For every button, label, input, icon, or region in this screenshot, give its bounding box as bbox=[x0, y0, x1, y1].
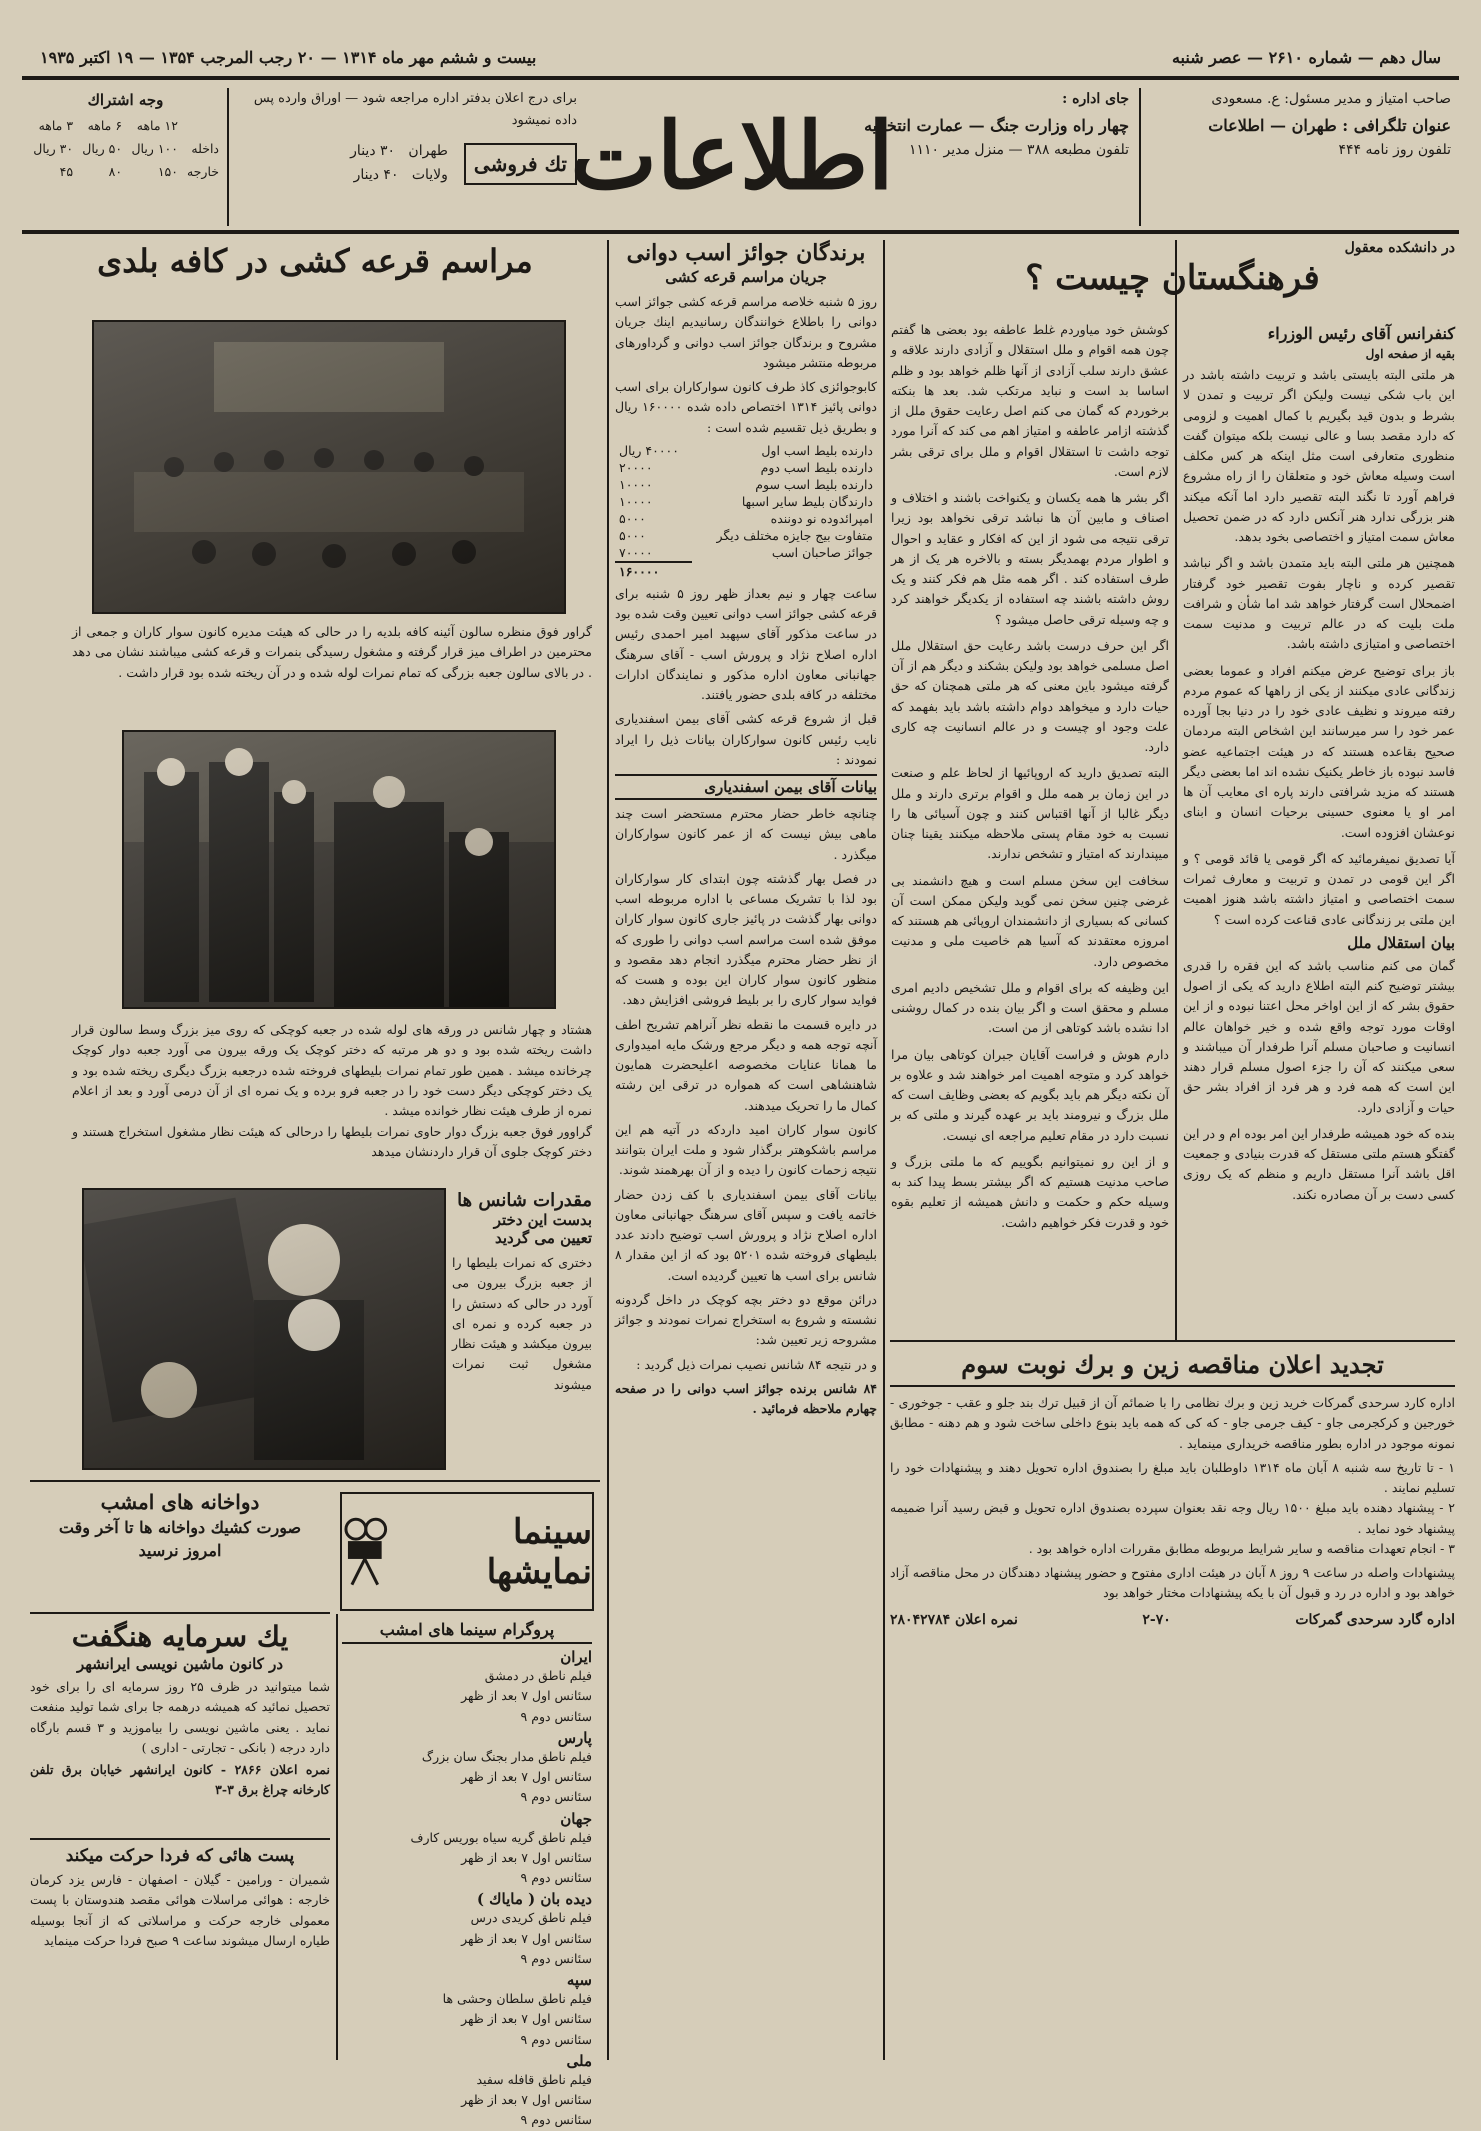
paragraph: باز برای توضیح عرض میکنم افراد و عموما بعضی زندگانی عادی میکنند از یکی از راهها که عموم مردم رفته میروند و نظیف عادی خود را در دنیا بجا آورده عمر خود را سر میرسانند این اشخاص البته مردمان صحیح بقاعده هستند که در هیئت اجتماعیه عضو فاسد نبوده باز خاطر یکنیک نشده اند اما بعضی دیگر هستند که مزید شرافتی دارند پاره ای معایب آن ها امر او یا معنوی حسینی برحیات انسان و ابنای نوعشان افزوده است. bbox=[1183, 662, 1455, 840]
tender-item: ۲ - پیشنهاد دهنده باید مبلغ ۱۵۰۰ ریال وجه نقد بعنوان سپرده بصندوق اداره تحویل و قبض رسید آنرا ضمیمه پیشنهاد خود نماید . bbox=[890, 1500, 1455, 1536]
sidebar-chances bbox=[452, 1190, 592, 1395]
prize-label: امپرائدوده نو دوننده bbox=[770, 510, 873, 526]
cinema-film: فیلم ناطق قافله سفید bbox=[476, 2071, 592, 2087]
masthead-rule bbox=[22, 230, 1459, 234]
office-label: جای اداره : bbox=[1062, 91, 1129, 107]
subheading: بیان استقلال ملل bbox=[1347, 933, 1455, 952]
paragraph: سخافت این سخن مسلم است و هیچ دانشمند بی غرضی چنین سخن نمی گوید ولیکن ممکن است آن کسانی که بسیاری از دانشمندان اروپائی هم هستند که امروزه معتقدند که آسیا هم خاصیت ملی و مدنیت مخصوص دارد. bbox=[891, 872, 1169, 969]
sub-cell: ۴۵ bbox=[59, 164, 74, 179]
prize-amount: ۵۰۰۰ bbox=[619, 510, 646, 526]
photo-ceremony-hall bbox=[92, 320, 566, 614]
post-body: شمیران - ورامین - گیلان - اصفهان - فارس یزد کرمان خارجه : هوائی مراسلات هوائی مقصد هندوستان با پست معمولی خارجه حرکت و مراسلاتی که از آنجا بوسیله طیاره ارسال میشوند ساعت ۹ صبح فردا حرکت مینماید bbox=[30, 1872, 330, 1948]
paragraph: در دایره قسمت ما نقطه نظر آنراهم تشریح اطف آنچه توجه همه و دیگر مرجع ورشک مایه امیدواری ما همانا عنایات مخصوصه اعلیحضرت همایون شاهنشاهی است که همواره در ترقی این رشته کمال ما را تحریک میدهند. bbox=[615, 1016, 877, 1113]
office-address: چهار راه وزارت جنگ — عمارت انتخابیه bbox=[864, 115, 1129, 135]
prize-label: دارنده بلیط اسب دوم bbox=[760, 459, 873, 475]
article-headline: مراسم قرعه کشی در کافه بلدی bbox=[97, 242, 533, 280]
newspaper-page bbox=[22, 30, 1459, 2128]
pharmacy-title: دواخانه های امشب bbox=[100, 1490, 260, 1514]
tender-body: پیشنهادات واصله در ساعت ۹ روز ۸ آبان در هیئت اداری مفتوح و حضور پیشنهاد دهندگان در محل مناقصه آزاد خواهد بود و اداره در رد و قبول آن با یکه پیشنهادات مختار خواهد بود bbox=[890, 1565, 1455, 1601]
cinema-session: سئانس اول ۷ بعد از ظهر bbox=[461, 2092, 592, 2107]
col-divider bbox=[607, 240, 609, 2060]
tender-item: ۳ - انجام تعهدات مناقصه و سایر شرایط مربوطه مطابق مقررات اداره خواهد بود . bbox=[1028, 1540, 1455, 1556]
prize-row bbox=[615, 442, 877, 459]
publisher-line: صاحب امتیاز و مدیر مسئول: ع. مسعودی bbox=[1211, 91, 1451, 107]
article-column-midright bbox=[891, 320, 1169, 1233]
paragraph: هر ملتی البته بایستی باشد و تربیت داشته باشد در این باب شکی نیست ولیکن اگر تربیت و تمدن لا بشرط و بدون قید بگیریم با کمال اهمیت و لزومی که دارد مقصد بسا و عالی نیست بلکه میتوان گفت منظوری متعارفی است مثل اینکه هر کس مکلف است وسیله معاش خود و متعلقان را از راه مشروع فراهم آورد تا نگند البته تقصیر دارد اما آنکه میکند هنر بزرگی ندارد هنر آنکس دارد که در ضمن تحصیل معاش سمت امتیاز و اختصاصی بخود بدهد. bbox=[1183, 367, 1455, 544]
tender-headline: تجدید اعلان مناقصه زین و برك نوبت سوم bbox=[961, 1350, 1384, 1379]
top-rule bbox=[22, 76, 1459, 80]
paragraph: در فصل بهار گذشته چون ابتدای کار سوارکاران بود لذا با تشریک مساعی با اداره مربوطه اسب دوانی بهار گذشت در پائیز جاری کانون سوار کاران موفق شده است مراسم اسب دوانی را طوری که از نظر حضار محترم میگذرد انجام دهد مقصود و منظور کانون سوار کاران این بوده و هست که فواید سوار کاری را بر بلیط فروشی افزایش دهد. bbox=[615, 870, 877, 1008]
prize-total-row bbox=[615, 562, 877, 580]
masthead bbox=[22, 82, 1459, 232]
paragraph: بیانات آقای بیمن اسفندیاری با کف زدن حضار خاتمه یافت و سپس آقای سرهنگ جهانبانی معاون اداره اصلاح نژاد و پرورش اسب توضیح دادند عدد بلیطهای فروخته شده ۵۲۰۱ بود که از این مقدار ۸ شانس برای اسب ها تعیین گردیده است. bbox=[615, 1186, 877, 1283]
cinema-logo-box bbox=[340, 1492, 594, 1611]
article-headline: فرهنگستان چیست ؟ bbox=[1025, 258, 1320, 298]
col-divider bbox=[1175, 240, 1177, 1340]
paragraph: همچنین هر ملتی البته باید متمدن باشد و اگر نباشد تقصیر کرده و ناچار بفوت تقصیر خود گرفتار اضمحلال است گرفتار خواهد شد اما شأن و شرافت ملت بلیت که در عالم تربیت و مدنیت سمت اختصاصی و امتیازی داشته باشد. bbox=[1183, 555, 1455, 652]
prize-row bbox=[615, 459, 877, 476]
prize-amount: ۵۰۰۰ bbox=[619, 527, 646, 543]
cinema-item bbox=[342, 1648, 592, 1727]
col-divider bbox=[336, 1614, 338, 2060]
sub-cell: ۱۰۰ ریال bbox=[131, 140, 178, 156]
cinema-name: پارس bbox=[557, 1728, 592, 1747]
newspaper-logo: اطلاعات bbox=[570, 102, 894, 210]
publisher-box bbox=[1151, 88, 1451, 226]
subheading: کنفرانس آقای رئیس الوزراء bbox=[1267, 324, 1455, 343]
cinema-item bbox=[342, 1890, 592, 1969]
cinema-film: فیلم ناطق مدار بجنگ سان بزرگ bbox=[421, 1748, 592, 1764]
sub-row-label: خارجه bbox=[186, 164, 219, 179]
photo-draw-table-art bbox=[124, 732, 554, 1007]
paragraph: بنده که خود همیشه طرفدار این امر بوده ام و در این گفتگو هستم ملتی مستقل که قدرت بنیادی و جمعیت اقل باشد آنرا مستقل داریم و منظم که یک روزی کسی دست بر آن مصادره نکند. bbox=[1183, 1125, 1455, 1202]
cinema-name: سپه bbox=[566, 1971, 592, 1989]
cinema-item bbox=[342, 1971, 592, 2050]
sub-header: ۱۲ ماهه bbox=[136, 117, 178, 133]
cinema-session: سئانس دوم ۹ bbox=[520, 1950, 592, 1966]
cinema-session: سئانس دوم ۹ bbox=[520, 1789, 592, 1805]
cinema-film: فیلم ناطق گریه سیاه بوریس کارف bbox=[410, 1829, 592, 1845]
prize-amount: ۱۰۰۰۰ bbox=[619, 476, 653, 492]
ad-note: برای درج اعلان بدفتر اداره مراجعه شود — اوراق وارده پس داده نمیشود bbox=[253, 91, 577, 129]
sale-price: ۴۰ دینار bbox=[353, 166, 399, 183]
article-horse-racing bbox=[615, 240, 877, 1419]
sub-row-label: داخله bbox=[191, 140, 219, 156]
sub-cell: ۵۰ ریال bbox=[82, 140, 123, 156]
cinema-session: سئانس دوم ۹ bbox=[520, 1870, 592, 1885]
prize-label: دارنده بلیط اسب اول bbox=[761, 442, 873, 458]
paragraph: و در نتیجه ۸۴ شانس نصیب نمرات ذیل گردید : bbox=[636, 1356, 877, 1372]
cinema-program-title: پروگرام سینما های امشب bbox=[342, 1620, 592, 1644]
prize-label: دارنده بلیط اسب سوم bbox=[755, 476, 873, 492]
cinema-name: دیده بان ( ماياك ) bbox=[476, 1890, 592, 1909]
photo-ceremony-hall-art bbox=[94, 322, 564, 612]
dateline bbox=[22, 40, 1459, 74]
subscription-table bbox=[28, 114, 223, 184]
photo-caption: هشتاد و چهار شانس در ورقه های لوله شده در جعبه کوچکی که روی میز بزرگ وسط سالون قرار داشت ریخته شده بود و دو هر مرتبه که دختر کوچک یک ورقه بیرون می آورد جعبه دوار کوچک چرخانده میشد . همین طور تمام نمرات بلیطهای فروخته شده درجعبه بزرگ دیگری ریخته شده بود و یک دختر کوچکی دیگر دست خود را در جعبه فرو برده و یک نمره ای از آن درمی آورد و بعد از اعلام نمره از طرف هیئت نظار خوانده میشد . bbox=[72, 1022, 592, 1118]
cinema-session: سئانس دوم ۹ bbox=[520, 1708, 592, 1724]
article-headline: برندگان جوائز اسب دوانی bbox=[626, 240, 866, 266]
prize-table bbox=[615, 442, 877, 580]
prize-row bbox=[615, 510, 877, 527]
sale-price: ۳۰ دینار bbox=[350, 143, 396, 160]
sidebar-subtitle: بدست این دختر bbox=[493, 1211, 592, 1229]
office-box bbox=[859, 88, 1129, 226]
divider bbox=[1139, 88, 1141, 226]
prize-row bbox=[615, 493, 877, 510]
paragraph: کانون سوار کاران امید داردکه در آتیه هم این مراسم باشکوهتر برگذار شود و ملت ایران بتوانند نتیجه زحمات کانون را دیده و از آن بهرهمند شوند. bbox=[615, 1121, 877, 1178]
sub-cell: ۱۵۰ bbox=[157, 164, 178, 179]
sidebar-title: مقدرات شانس ها bbox=[457, 1190, 592, 1211]
cinema-session: سئانس دوم ۹ bbox=[520, 2031, 592, 2047]
cinema-name: جهان bbox=[560, 1809, 592, 1828]
prize-label: دارندگان بلیط سایر اسبها bbox=[741, 493, 873, 509]
sub-header: ۳ ماهه bbox=[38, 117, 74, 133]
fortune-ad bbox=[30, 1620, 330, 1801]
article-column-right bbox=[1183, 320, 1455, 1205]
cinema-program bbox=[342, 1620, 592, 2131]
prize-amount: ۷۰۰۰۰ bbox=[619, 544, 653, 560]
tender-ad bbox=[890, 1350, 1455, 1628]
prize-row bbox=[615, 527, 877, 544]
paragraph: کوشش خود میاوردم غلط عاطفه بود بعضی ها گفتم چون همه اقوام و ملل استقلال و آزادی دارند علاقه و عشق دارند سلب آزادی از آنها ظلم خواهد بود و ظلم اساسا بد است و نباید مرتکب شد. بعد ها بنکته برخوردم که گمان می کنم اصل رعایت حقوق ملل از گذشته ازامر عاطفه و امتیاز اهم می کند که آنرا مورد توجه داشت تا استقلال اقوام و ملل برای ترقی بشر لازم است. bbox=[891, 322, 1169, 479]
sale-place: طهران bbox=[408, 143, 448, 160]
cinema-item bbox=[342, 1810, 592, 1889]
pharmacy-line: صورت کشیك دواخانه ها تا آخر وقت bbox=[58, 1518, 302, 1537]
prize-row bbox=[615, 544, 877, 562]
pharmacy-line: امروز نرسید bbox=[138, 1541, 222, 1560]
film-camera-icon bbox=[342, 1517, 388, 1587]
prize-label: جوائز صاحبان اسب bbox=[771, 545, 873, 561]
article-farhangestan bbox=[890, 240, 1455, 304]
subscription-box bbox=[28, 88, 223, 226]
prize-amount: ۴۰۰۰۰ ریال bbox=[619, 442, 679, 458]
paragraph: اگر بشر ها همه یکسان و یکنواخت باشند و اختلاف و اصناف و مابین آن ها نباشد ترقی نخواهد بود زیرا ترقی نتیجه می شود از این که افکار و عقاید و احوال و اطوار مردم بهمدیگر بسته و بالاخره هر یک از هر طرف استفاده کند . اگر همه مثل هم فکر کنند و یک روش داشته باشند چه استفاده از یکدیگر خواهند کرد و چه وسیله ترقی حاصل میشود ؟ bbox=[891, 490, 1169, 627]
cinema-session: سئانس اول ۷ بعد از ظهر bbox=[461, 2011, 592, 2027]
paragraph: آیا تصدیق نمیفرمائید که اگر قومی یا قائد قومی ؟ و اگر این قومی در تمدن و تربیت و معارف ثمرات سمت اختصاصی و امتیاز داشته باشد هنوز اهمیت این ملتی بر زندگانی عادی قناعت کرده است ؟ bbox=[1183, 850, 1455, 927]
tender-rule bbox=[890, 1385, 1455, 1387]
article-kicker: در دانشکده معقول bbox=[1344, 240, 1455, 256]
prize-amount: ۱۰۰۰۰ bbox=[619, 493, 653, 509]
phone-line: تلفون روز نامه ۴۴۴ bbox=[1338, 141, 1451, 158]
paragraph: کابوجوائزی کاذ طرف کانون سوارکاران برای اسب دوانی پائیز ۱۳۱۴ اختصاص داده شده ۱۶۰۰۰۰ ریال و بطریق ذیل تقسیم شده است : bbox=[615, 379, 877, 435]
prize-row bbox=[615, 476, 877, 493]
subscription-title: وجه اشتراك bbox=[87, 91, 164, 109]
paragraph: چنانچه خاطر حضار محترم مستحضر است چند ماهی بیش نیست که از عمر کانون سوارکاران میگذرد . bbox=[615, 806, 877, 862]
continued-note: بقیه از صفحه اول bbox=[1365, 347, 1455, 361]
paragraph: قبل از شروع قرعه کشی آقای بیمن اسفندیاری نایب رئیس کانون سوارکاران بیانات ذیل را ایراد نمودند : bbox=[615, 711, 877, 767]
sale-place: ولایات bbox=[411, 166, 448, 183]
section-rule bbox=[890, 1340, 1455, 1342]
cinema-logo-text: سینما نمایشها bbox=[486, 1511, 592, 1592]
sidebar-body: دختری که نمرات بلیطها را از جعبه بزرگ بیرون می آورد در حالی که دستش را در جعبه کرده و نمره ای بیرون میکشد و هیئت نظار مشغول ثبت نمرات میشوند bbox=[452, 1255, 592, 1392]
tender-ad-number: نمره اعلان ۲۸۰۴۲۷۸۴ bbox=[890, 1611, 1018, 1628]
col-divider bbox=[883, 240, 885, 2060]
photo-caption: گراوور فوق جعبه بزرگ دوار حاوی نمرات بلیطها را درحالی که هیئت نظار مشغول استخراج هستند و دختر کوچک جلوی آن قرار داردنشان میدهد bbox=[72, 1124, 592, 1160]
cinema-name: ملی bbox=[566, 2051, 592, 2070]
tender-code: ۲-۷۰ bbox=[1142, 1611, 1171, 1628]
photo-girl-draw-art bbox=[84, 1190, 444, 1468]
divider bbox=[227, 88, 229, 226]
cinema-film: فیلم ناطق در دمشق bbox=[484, 1668, 592, 1683]
cinema-session: سئانس اول ۷ بعد از ظهر bbox=[461, 1688, 592, 1704]
cinema-session: سئانس اول ۷ بعد از ظهر bbox=[461, 1930, 592, 1946]
paragraph: روز ۵ شنبه خلاصه مراسم قرعه کشی جوائز اسب دوانی را باطلاع خوانندگان رسانیدیم اینك جریان مشروح و برندگان جوائز اسب دوانی و گرداورهای مربوطه منتشر میشود bbox=[615, 294, 877, 370]
article-lottery bbox=[30, 242, 600, 280]
subheading: جریان مراسم قرعه کشی bbox=[665, 268, 827, 286]
photo-draw-table bbox=[122, 730, 556, 1009]
prize-amount: ۲۰۰۰۰ bbox=[619, 459, 653, 475]
photo-caption: گراور فوق منظره سالون آئینه کافه بلدیه را در حالی که هیئت مدیره کانون سوار کاران و جمعی از محترمین در اطراف میز قرار گرفته و مشغول رسیدگی بنمرات و قرعه کشی میباشند نشان می دهد . در بالای سالون جعبه بزرگی که تمام نمرات لوله شده و در آن ریخته شده بود قرار داشت . bbox=[72, 624, 592, 680]
paragraph: ۸۴ شانس برنده جوائز اسب دوانی را در صفحه چهارم ملاحظه فرمائید . bbox=[615, 1380, 877, 1416]
telegraph-line: عنوان تلگرافی : طهران — اطلاعات bbox=[1208, 115, 1451, 135]
section-rule bbox=[30, 1838, 330, 1840]
paragraph: درائن موقع دو دختر بچه کوچک در داخل گردونه نشسته و شروع به استخراج نمرات نمودند و جوائز مشروحه زیر تعیین شد: bbox=[615, 1291, 877, 1348]
office-phone: تلفون مطبعه ۳۸۸ — منزل مدیر ۱۱۱۰ bbox=[908, 141, 1129, 158]
photo-girl-draw bbox=[82, 1188, 446, 1470]
paragraph: دارم هوش و فراست آقایان جبران کوتاهی بیان مرا خواهد کرد و متوجه اهمیت امر خواهند شد و علاوه بر آن نکته دیگر هم باید بگویم که بعضی وظایف است که ملل بزرگ و نیرومند باید بر عهده گیرند و ملتی که بر نسبت دارد در مقام تعلیم مراجعه ای نیست. bbox=[891, 1046, 1169, 1143]
single-sale-label: تك فروشی bbox=[464, 143, 577, 185]
post-headline: پست هائی که فردا حرکت میکند bbox=[65, 1846, 295, 1866]
paragraph: اگر این حرف درست باشد رعایت حق استقلال ملل اصل مسلمی خواهد بود ولیکن بشکند و دیگر هم از آن گرفته میشود باین معنی که هر ملتی همچنان که حق حیات دارد و میخواهد دوام داشته باشد باید بفهمد که علت وجود او چیست و در عالم انسانیت چه کاری دارد. bbox=[891, 637, 1169, 754]
sub-cell: ۸۰ bbox=[108, 164, 123, 179]
dateline-date: بیست و ششم مهر ماه ۱۳۱۴ — ۲۰ رجب المرجب ۱۳۵۴ — ۱۹ اکتبر ۱۹۳۵ bbox=[40, 47, 537, 67]
cinema-session: سئانس دوم ۹ bbox=[520, 2112, 592, 2128]
tender-item: ۱ - تا تاریخ سه شنبه ۸ آبان ماه ۱۳۱۴ داوطلبان باید مبلغ را بصندوق اداره تحویل دهند و پیشنهادات خود را تسلیم نمایند . bbox=[890, 1459, 1455, 1495]
single-sale-box bbox=[237, 88, 577, 226]
fortune-body: شما میتوانید در ظرف ۲۵ روز سرمایه ای را برای خود تحصیل نمائید که همیشه درهمه جا برای شما تولید منفعت نماید . یعنی ماشین نویسی را بیاموزید و ۳ قسم بارگاه دارد درجه ( بانکی - تجارتی - اداری ) bbox=[30, 1679, 331, 1755]
sidebar-subtitle: تعیین می گردید bbox=[494, 1229, 592, 1247]
paragraph: گمان می کنم مناسب باشد که این فقره را قدری بیشتر توضیح کنم البته اطلاع دارید که یکی از اصول حقوق بشر که از این اواخر محل اعتنا نبوده و از این اوقات مورد توجه واقع شده و خیر خواهان عالم انسانیت و صاحبان مسلم آنرا طرفدار آن میباشند و سعی میکنند که آن را جزء اصول مسلم قرار دهند این است که همه فرد و هر فرد از افراد بشر حق حیات و آزادی دارد. bbox=[1183, 957, 1455, 1115]
tender-body: اداره کارد سرحدی گمرکات خرید زین و برك نظامی را با ضمائم آن از قبیل ترك بند جلو و عقب - جوخوری - خورجین و کرکجرمی جاو - کیف جرمی جاو - که کی که همه باید بنوع داخلی ساخت شود و هم دهنه - مطابق نمونه موجود در اداره بطور مناقصه خریداری مینماید . bbox=[890, 1395, 1455, 1451]
sub-cell: ۳۰ ریال bbox=[33, 140, 74, 156]
tender-signature: اداره گارد سرحدی گمرکات bbox=[1295, 1611, 1455, 1628]
pharmacy-box bbox=[30, 1490, 330, 1560]
fortune-subheadline: در کانون ماشین نویسی ایرانشهر bbox=[76, 1655, 284, 1673]
cinema-item bbox=[342, 1729, 592, 1808]
subheading: بیانات آقای بیمن اسفندیاری bbox=[615, 774, 877, 800]
dateline-issue: سال دهم — شماره ۲۶۱۰ — عصر شنبه bbox=[1171, 47, 1441, 67]
fortune-footer: نمره اعلان ۲۸۶۶ - کانون ایرانشهر خیابان برق تلفن کارخانه چراغ برق ۳-۳ bbox=[30, 1762, 330, 1798]
paragraph: ساعت چهار و نیم بعداز ظهر روز ۵ شنبه برای قرعه کشی جوائز اسب دوانی تعیین وقت شده بود در ساعت مذکور آقای سپهبد امیر احمدی رئیس اداره اصلاح نژاد و پرورش اسب - آقای سرهنگ جهانبانی معاون اداره مذکور و نمایندگان ادارات مختلفه در کافه بلدی حضور یافتند. bbox=[615, 585, 877, 702]
cinema-session: سئانس اول ۷ بعد از ظهر bbox=[461, 1769, 592, 1784]
paragraph: و از این رو نمیتوانیم بگوییم که ما ملتی بزرگ و صاحب مدنیت هستیم که اگر بیشتر بسط پیدا کند به وسیله حکم و حکمت و دانش همیشه از تعلیم بقوه خود و قدرت فکر خواهیم داشت. bbox=[891, 1153, 1169, 1230]
fortune-headline: یك سرمایه هنگفت bbox=[71, 1620, 289, 1653]
cinema-session: سئانس اول ۷ بعد از ظهر bbox=[461, 1849, 592, 1865]
paragraph: این وظیفه که برای اقوام و ملل تشخیص دادیم امری مسلم و محقق است و اگر بیان بنده در کمال روشنی ادا نشده باشد کوتاهی از من است. bbox=[891, 979, 1169, 1036]
cinema-name: ایران bbox=[560, 1648, 592, 1666]
cinema-film: فیلم ناطق سلطان وحشی ها bbox=[442, 1991, 592, 2006]
cinema-film: فیلم ناطق کریدی درس bbox=[470, 1910, 592, 1926]
section-rule bbox=[30, 1612, 330, 1614]
paragraph: البته تصدیق دارید که اروپائیها از لحاظ علم و صنعت در این زمان بر همه ملل و اقوام برتری دارند و ملل دیگر غالبا از آنها اقتباس کنند و چون آسیائی ها را نسبت به خود مقام پستی ملاحظه میکنند یقینا چنان میپندارند که امتیاز و تشخص ندارند. bbox=[891, 765, 1169, 862]
prize-label: متفاوت بیج جایزه مختلف دیگر bbox=[716, 527, 873, 543]
post-ad bbox=[30, 1846, 330, 1951]
prize-total: ۱۶۰۰۰۰ bbox=[615, 562, 692, 580]
sub-header: ۶ ماهه bbox=[87, 117, 123, 133]
section-rule bbox=[30, 1480, 600, 1482]
cinema-item bbox=[342, 2052, 592, 2131]
